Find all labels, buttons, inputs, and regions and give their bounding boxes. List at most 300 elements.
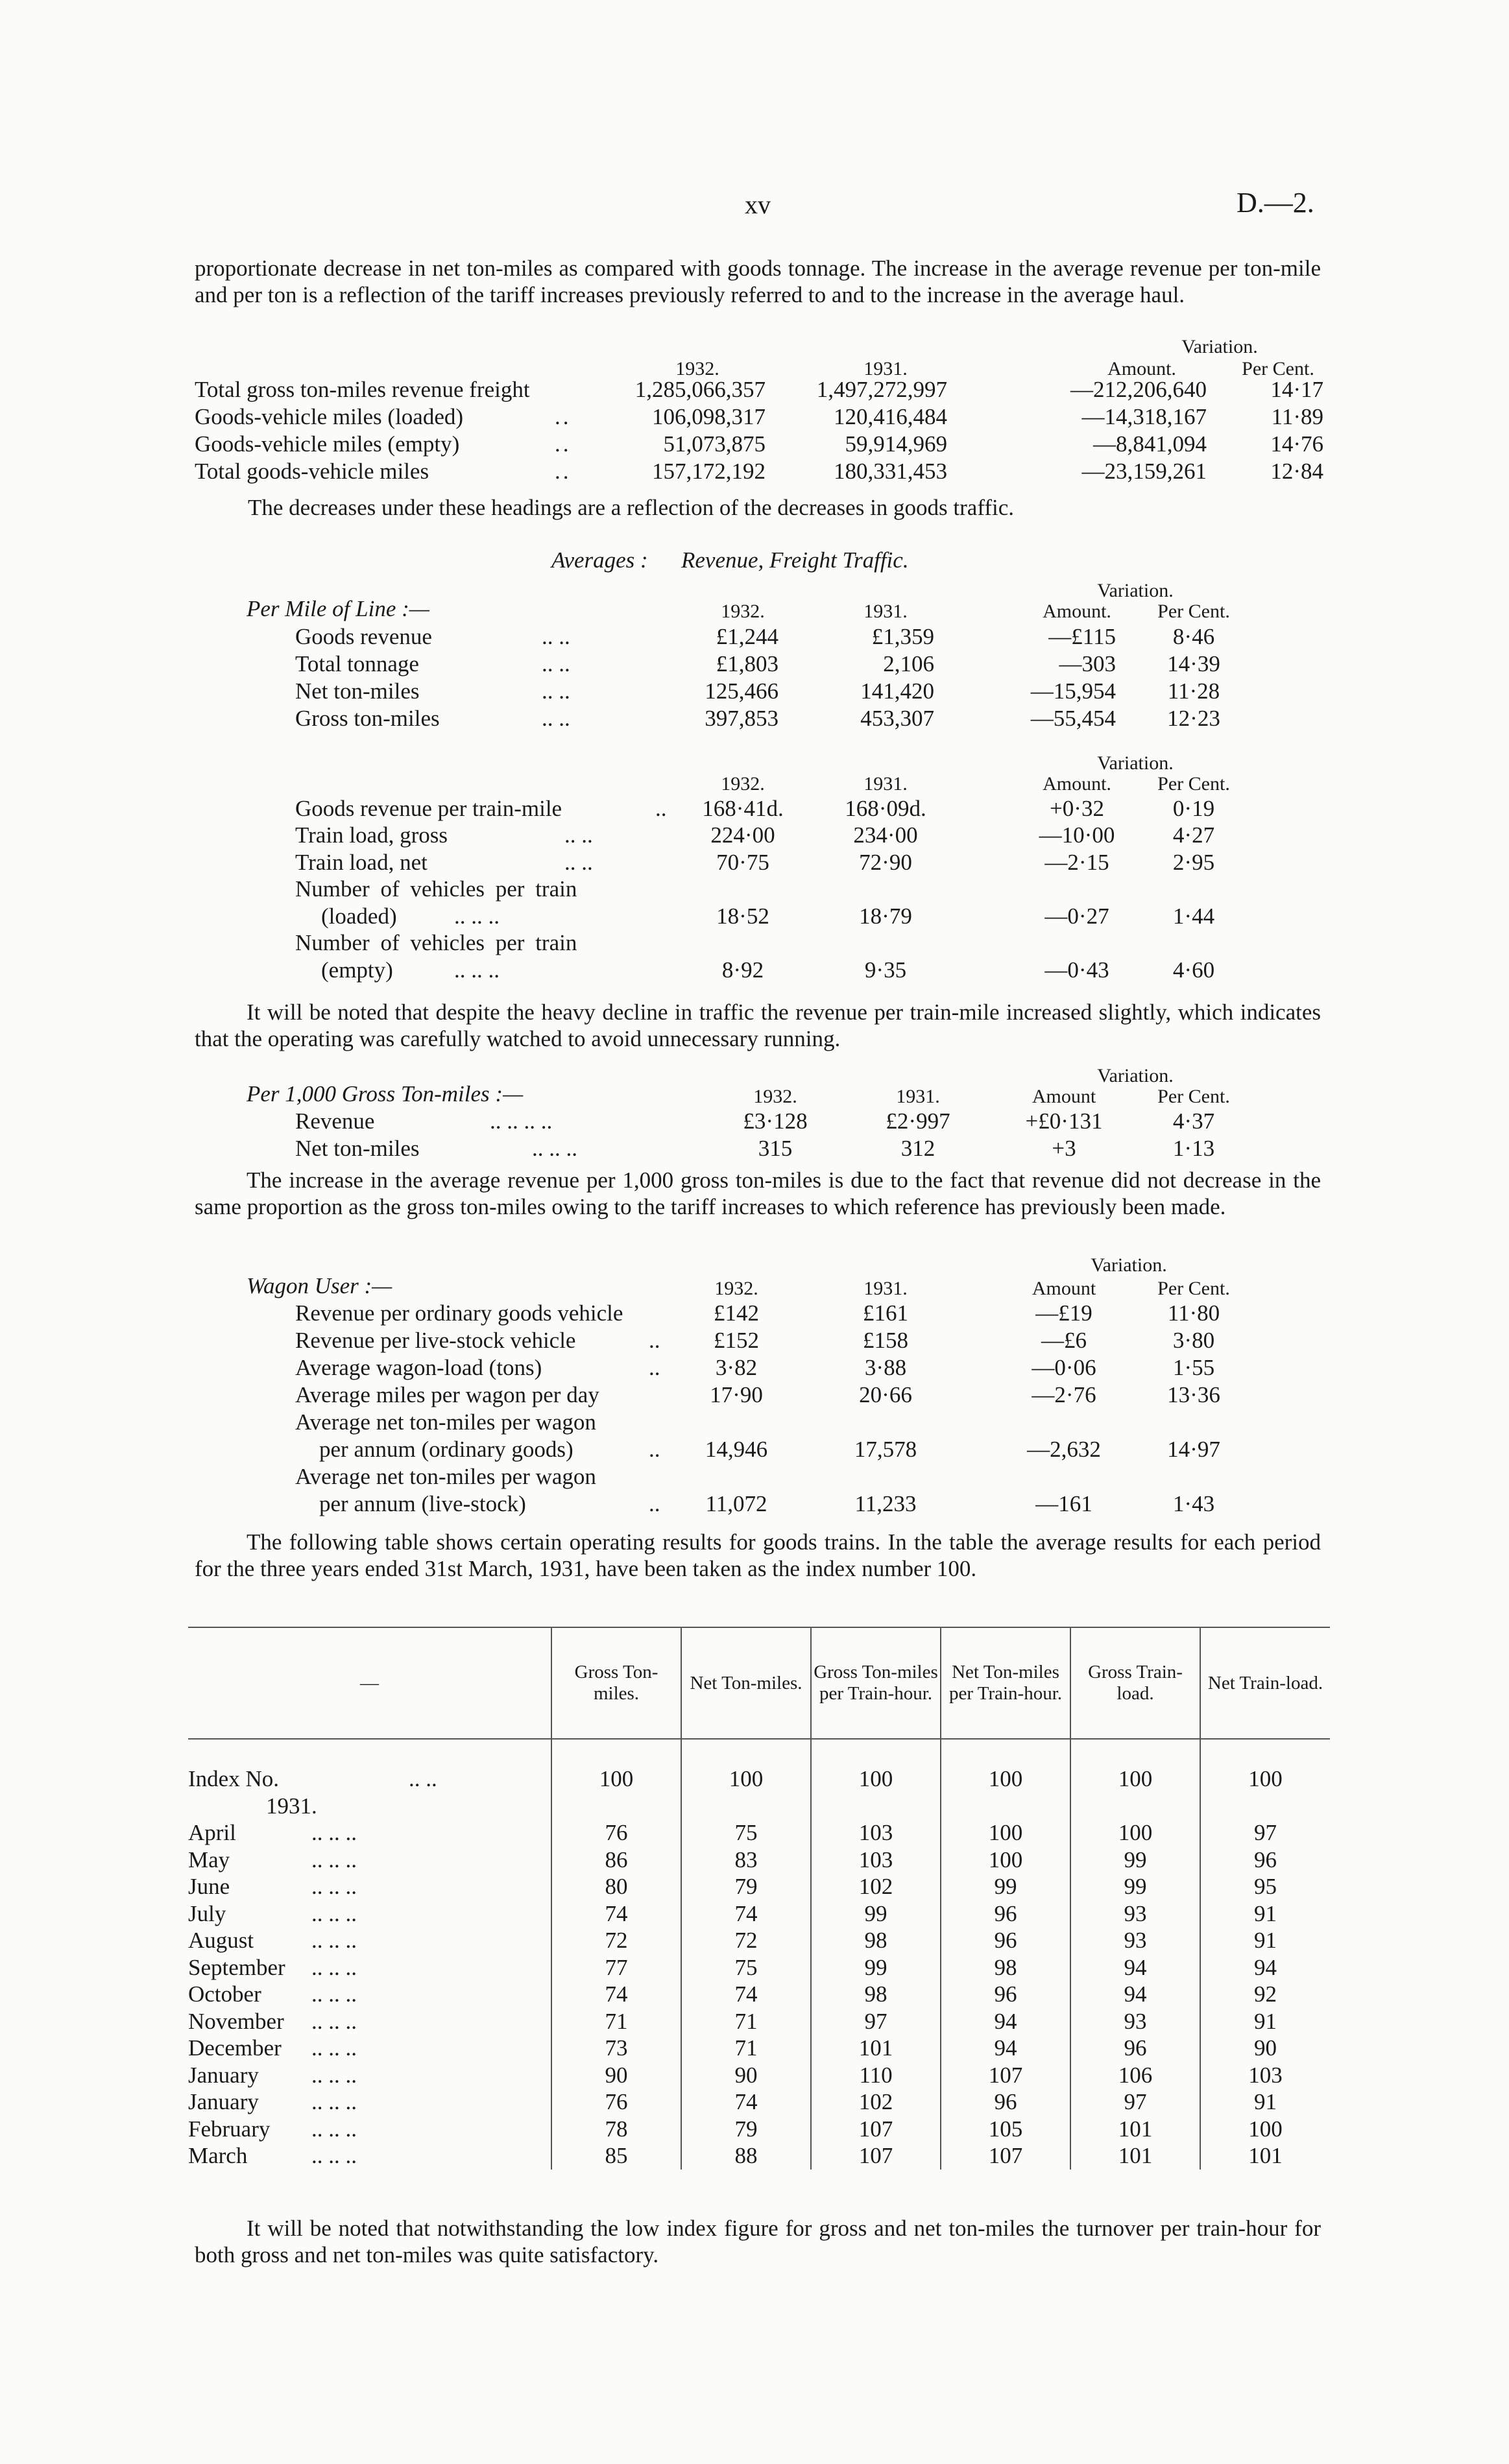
row-label: Average wagon-load (tons) bbox=[295, 1355, 542, 1380]
cell-value: 96 bbox=[941, 2088, 1070, 2116]
variation-percent: 1·13 bbox=[1172, 1136, 1215, 1161]
cell-value: 91 bbox=[1200, 2088, 1330, 2116]
value-1931: 20·66 bbox=[859, 1382, 912, 1407]
month-label: January bbox=[188, 2089, 259, 2115]
value-1932: 51,073,875 bbox=[663, 431, 766, 457]
cell-value: 94 bbox=[941, 2035, 1070, 2062]
leader-dots: .. bbox=[649, 1437, 660, 1462]
table-note: The decreases under these headings are a reflection of the decreases in goods traffic. bbox=[248, 495, 1015, 520]
variation-amount: —£115 bbox=[1048, 624, 1116, 649]
table-row bbox=[188, 2062, 1330, 2089]
row-label: Goods revenue per train-mile bbox=[295, 796, 562, 821]
cell-value: 96 bbox=[941, 1900, 1070, 1928]
cell-value: 107 bbox=[811, 2142, 941, 2170]
cell-value: 74 bbox=[681, 2088, 811, 2116]
variation-amount: —£6 bbox=[1041, 1328, 1087, 1353]
value-1932: 168·41d. bbox=[702, 796, 784, 821]
cell-value: 75 bbox=[681, 1954, 811, 1981]
leader-dots: .. .. .. bbox=[311, 2008, 357, 2034]
cell-value: 99 bbox=[1070, 1847, 1200, 1874]
col-1931: 1931. bbox=[863, 1278, 908, 1299]
month-label: February bbox=[188, 2116, 271, 2142]
variation-amount: —15,954 bbox=[1030, 678, 1116, 704]
cell-value: 107 bbox=[941, 2062, 1070, 2089]
cell-value: 90 bbox=[681, 2062, 811, 2089]
cell-value: 90 bbox=[1200, 2035, 1330, 2062]
row-label: Average net ton-miles per wagon bbox=[295, 1464, 596, 1489]
row-label: Index No. bbox=[188, 1766, 279, 1792]
row-label: Goods revenue bbox=[295, 624, 432, 649]
cell-value: 100 bbox=[941, 1765, 1070, 1793]
cell-value: 79 bbox=[681, 1873, 811, 1900]
section-label: Per Mile of Line :— bbox=[247, 596, 429, 621]
cell-value: 93 bbox=[1070, 1927, 1200, 1954]
cell-value: 91 bbox=[1200, 2008, 1330, 2035]
variation-percent: 1·55 bbox=[1172, 1355, 1215, 1380]
header-stub: — bbox=[188, 1627, 551, 1739]
variation-percent: 1·43 bbox=[1172, 1491, 1215, 1516]
value-1932: 397,853 bbox=[705, 706, 779, 731]
col-1932: 1932. bbox=[753, 1086, 797, 1107]
cell-value: 101 bbox=[1200, 2142, 1330, 2170]
cell-value: 101 bbox=[1070, 2142, 1200, 2170]
table-row bbox=[188, 2088, 1330, 2116]
leader-dots: .. bbox=[655, 796, 667, 821]
paragraph-revenue-increase: The increase in the average revenue per 1,000 gross ton-miles is due to the fact that revenue did not decrease in the same proportion as the gross ton-miles owing to the tariff increases to which reference has previously been made. bbox=[195, 1167, 1321, 1219]
leader-dots: .. .. .. bbox=[311, 1874, 357, 1900]
row-label: Revenue bbox=[295, 1108, 375, 1134]
cell-value: 71 bbox=[551, 2008, 681, 2035]
leader-dots: .. .. bbox=[542, 706, 570, 731]
cell-value: 99 bbox=[1070, 1873, 1200, 1900]
header-gross-ton-miles-per-train-hour: Gross Ton-miles per Train-hour. bbox=[811, 1627, 941, 1739]
table-row bbox=[188, 1873, 1330, 1900]
row-label: Average net ton-miles per wagon bbox=[295, 1409, 596, 1435]
cell-value: 97 bbox=[1200, 1819, 1330, 1847]
leader-dots: .. .. .. bbox=[311, 1981, 357, 2007]
cell-value: 102 bbox=[811, 2088, 941, 2116]
cell-value: 97 bbox=[1070, 2088, 1200, 2116]
row-label: Number of vehicles per train bbox=[295, 876, 577, 902]
leader-dots: .. bbox=[649, 1328, 660, 1353]
row-label: Train load, gross bbox=[295, 822, 448, 848]
variation-percent: 12·23 bbox=[1167, 706, 1220, 731]
cell-value: 107 bbox=[941, 2142, 1070, 2170]
cell-value: 92 bbox=[1200, 1981, 1330, 2008]
col-1931: 1931. bbox=[863, 601, 908, 622]
value-1932: 17·90 bbox=[710, 1382, 763, 1407]
variation-label: Variation. bbox=[1097, 580, 1174, 601]
leader-dots: .. .. .. bbox=[454, 957, 500, 983]
variation-amount: —14,318,167 bbox=[1081, 404, 1207, 429]
index-table-header bbox=[188, 1627, 1330, 1739]
variation-amount: +0·32 bbox=[1050, 796, 1104, 821]
leader-dots: .. .. bbox=[564, 850, 593, 875]
cell-value: 94 bbox=[1200, 1954, 1330, 1981]
cell-value: 86 bbox=[551, 1847, 681, 1874]
value-1932: £1,803 bbox=[716, 651, 779, 676]
header-net-ton-miles: Net Ton-miles. bbox=[681, 1627, 811, 1739]
row-label: Revenue per live-stock vehicle bbox=[295, 1328, 576, 1353]
table-row bbox=[188, 2116, 1330, 2143]
cell-value: 80 bbox=[551, 1873, 681, 1900]
cell-value: 72 bbox=[681, 1927, 811, 1954]
value-1931: 1,497,272,997 bbox=[816, 377, 947, 402]
cell-value: 74 bbox=[681, 1900, 811, 1928]
value-1932: 3·82 bbox=[715, 1355, 758, 1380]
table-row bbox=[188, 2142, 1330, 2170]
value-1932: 106,098,317 bbox=[652, 404, 766, 429]
value-1931: 59,914,969 bbox=[845, 431, 947, 457]
header-net-ton-miles-per-train-hour: Net Ton-miles per Train-hour. bbox=[941, 1627, 1070, 1739]
value-1931: 17,578 bbox=[854, 1437, 917, 1462]
value-1932: £152 bbox=[714, 1328, 759, 1353]
leader-dots: .. .. .. bbox=[311, 2143, 357, 2169]
row-label: Number of vehicles per train bbox=[295, 930, 577, 955]
cell-value: 100 bbox=[1070, 1765, 1200, 1793]
cell-value: 97 bbox=[811, 2008, 941, 2035]
col-amount: Amount. bbox=[1107, 358, 1176, 379]
value-1931: 312 bbox=[900, 1136, 936, 1161]
value-1932: 125,466 bbox=[705, 678, 779, 704]
cell-value: 91 bbox=[1200, 1927, 1330, 1954]
cell-value: 107 bbox=[811, 2116, 941, 2143]
value-1931: 168·09d. bbox=[845, 796, 926, 821]
value-1931: 141,420 bbox=[860, 678, 934, 704]
row-label: Average miles per wagon per day bbox=[295, 1382, 599, 1407]
leader-dots: .. bbox=[649, 1355, 660, 1380]
month-label: January bbox=[188, 2062, 259, 2088]
col-1931: 1931. bbox=[863, 773, 908, 795]
cell-value: 94 bbox=[941, 2008, 1070, 2035]
cell-value: 101 bbox=[811, 2035, 941, 2062]
month-label: April bbox=[188, 1820, 236, 1846]
table-row bbox=[188, 1819, 1330, 1847]
cell-value: 103 bbox=[811, 1847, 941, 1874]
table-row bbox=[188, 2008, 1330, 2035]
value-1931: £158 bbox=[863, 1328, 908, 1353]
value-1931: £161 bbox=[863, 1300, 908, 1326]
header-gross-train-load: Gross Train-load. bbox=[1070, 1627, 1200, 1739]
row-label: Revenue per ordinary goods vehicle bbox=[295, 1300, 623, 1326]
section-label: Per 1,000 Gross Ton-miles :— bbox=[247, 1081, 524, 1106]
cell-value: 98 bbox=[811, 1981, 941, 2008]
value-1931: £2·997 bbox=[886, 1108, 950, 1134]
col-percent: Per Cent. bbox=[1157, 1278, 1230, 1299]
cell-value: 74 bbox=[681, 1981, 811, 2008]
row-label: Train load, net bbox=[295, 850, 428, 875]
variation-amount: —212,206,640 bbox=[1070, 377, 1207, 402]
cell-value: 74 bbox=[551, 1900, 681, 1928]
cell-value: 75 bbox=[681, 1819, 811, 1847]
cell-value: 79 bbox=[681, 2116, 811, 2143]
row-label: Goods-vehicle miles (empty) bbox=[195, 431, 460, 457]
col-amount: Amount. bbox=[1043, 601, 1111, 622]
value-1932: £1,244 bbox=[716, 624, 779, 649]
row-label: Total gross ton-miles revenue freight bbox=[195, 377, 530, 402]
value-1932: 14,946 bbox=[705, 1437, 768, 1462]
cell-value: 99 bbox=[811, 1900, 941, 1928]
cell-value: 95 bbox=[1200, 1873, 1330, 1900]
col-1932: 1932. bbox=[721, 601, 765, 622]
variation-percent: 4·60 bbox=[1172, 957, 1215, 983]
cell-value: 103 bbox=[811, 1819, 941, 1847]
cell-value: 100 bbox=[1070, 1819, 1200, 1847]
cell-value: 110 bbox=[811, 2062, 941, 2089]
leader-dots: .. .. bbox=[542, 651, 570, 676]
leader-dots: .. .. .. bbox=[311, 1847, 357, 1872]
variation-percent: 14·17 bbox=[1270, 377, 1323, 402]
cell-value: 93 bbox=[1070, 2008, 1200, 2035]
variation-label: Variation. bbox=[1181, 336, 1258, 357]
row-label: Goods-vehicle miles (loaded) bbox=[195, 404, 464, 429]
leader-dots: .. .. .. bbox=[311, 2089, 357, 2115]
value-1932: 157,172,192 bbox=[652, 459, 766, 484]
cell-value: 91 bbox=[1200, 1900, 1330, 1928]
cell-value: 73 bbox=[551, 2035, 681, 2062]
month-label: December bbox=[188, 2035, 282, 2061]
value-1931: 180,331,453 bbox=[834, 459, 947, 484]
row-label-continued: per annum (live-stock) bbox=[319, 1491, 526, 1516]
variation-amount: —0·27 bbox=[1044, 903, 1109, 929]
col-percent: Per Cent. bbox=[1157, 1086, 1230, 1107]
col-1932: 1932. bbox=[714, 1278, 758, 1299]
value-1932: 11,072 bbox=[705, 1491, 767, 1516]
row-label-continued: (empty) bbox=[321, 957, 393, 983]
cell-value: 100 bbox=[941, 1847, 1070, 1874]
paragraph-revenue-note: It will be noted that despite the heavy decline in traffic the revenue per train-mile increased slightly, which indicates that the operating was carefully watched to avoid unnecessary running. bbox=[195, 999, 1321, 1051]
cell-value: 96 bbox=[941, 1927, 1070, 1954]
row-label: Net ton-miles bbox=[295, 1136, 420, 1161]
variation-percent: 12·84 bbox=[1270, 459, 1323, 484]
col-amount: Amount bbox=[1032, 1086, 1096, 1107]
cell-value: 78 bbox=[551, 2116, 681, 2143]
variation-amount: —55,454 bbox=[1030, 706, 1116, 731]
variation-percent: 1·44 bbox=[1172, 903, 1215, 929]
variation-percent: 2·95 bbox=[1172, 850, 1215, 875]
col-amount: Amount bbox=[1032, 1278, 1096, 1299]
col-1931: 1931. bbox=[863, 358, 908, 379]
cell-value: 88 bbox=[681, 2142, 811, 2170]
leader-dots: .. .. .. bbox=[311, 1820, 357, 1846]
col-percent: Per Cent. bbox=[1157, 773, 1230, 795]
cell-value: 76 bbox=[551, 2088, 681, 2116]
leader-dots: .. .. bbox=[564, 822, 593, 848]
value-1931: 3·88 bbox=[864, 1355, 907, 1380]
variation-percent: 0·19 bbox=[1172, 796, 1215, 821]
cell-value: 106 bbox=[1070, 2062, 1200, 2089]
variation-percent: 14·39 bbox=[1167, 651, 1220, 676]
cell-value: 100 bbox=[551, 1765, 681, 1793]
value-1931: 120,416,484 bbox=[834, 404, 947, 429]
paragraph-conclusion: It will be noted that notwithstanding the low index figure for gross and net ton-miles the turnover per train-hour for both gross and net ton-miles was quite satisfactory. bbox=[195, 2216, 1321, 2267]
col-1932: 1932. bbox=[721, 773, 765, 795]
variation-label: Variation. bbox=[1091, 1254, 1167, 1276]
paragraph-index-table-intro: The following table shows certain operating results for goods trains. In the table the average results for each period for the three years ended 31st March, 1931, have been taken as the index number 100. bbox=[195, 1529, 1321, 1581]
cell-value: 100 bbox=[811, 1765, 941, 1793]
variation-amount: —161 bbox=[1035, 1491, 1093, 1516]
table-row-index bbox=[188, 1765, 1330, 1793]
averages-prefix: Averages : bbox=[551, 547, 648, 573]
leader-dots: .. bbox=[555, 431, 572, 457]
value-1931: 453,307 bbox=[860, 706, 934, 731]
leader-dots: .. .. .. .. bbox=[490, 1108, 553, 1134]
cell-value: 71 bbox=[681, 2035, 811, 2062]
leader-dots: .. bbox=[649, 1491, 660, 1516]
cell-value: 98 bbox=[811, 1927, 941, 1954]
month-label: May bbox=[188, 1847, 230, 1872]
cell-value: 105 bbox=[941, 2116, 1070, 2143]
variation-percent: 11·28 bbox=[1167, 678, 1220, 704]
index-table bbox=[188, 1627, 1330, 2170]
variation-percent: 11·89 bbox=[1271, 404, 1323, 429]
value-1932: 18·52 bbox=[716, 903, 769, 929]
value-1931: 11,233 bbox=[854, 1491, 917, 1516]
variation-percent: 14·76 bbox=[1270, 431, 1323, 457]
variation-amount: —2,632 bbox=[1027, 1437, 1101, 1462]
cell-value: 99 bbox=[941, 1873, 1070, 1900]
value-1931: 18·79 bbox=[859, 903, 912, 929]
variation-amount: —0·06 bbox=[1032, 1355, 1096, 1380]
document-reference: D.—2. bbox=[1237, 187, 1314, 219]
cell-value: 98 bbox=[941, 1954, 1070, 1981]
page-number: xv bbox=[745, 190, 771, 219]
variation-percent: 4·27 bbox=[1172, 822, 1215, 848]
variation-percent: 8·46 bbox=[1172, 624, 1215, 649]
spacer-row bbox=[188, 1739, 1330, 1765]
variation-amount: —23,159,261 bbox=[1081, 459, 1207, 484]
month-label: October bbox=[188, 1981, 261, 2007]
table-row bbox=[188, 1954, 1330, 1981]
table-row bbox=[188, 2035, 1330, 2062]
variation-amount: —10·00 bbox=[1039, 822, 1115, 848]
leader-dots: .. .. bbox=[542, 624, 570, 649]
cell-value: 96 bbox=[1070, 2035, 1200, 2062]
row-label-continued: per annum (ordinary goods) bbox=[319, 1437, 573, 1462]
leader-dots: .. .. .. bbox=[311, 2062, 357, 2088]
leader-dots: .. .. .. bbox=[311, 2116, 357, 2142]
row-label: Total tonnage bbox=[295, 651, 419, 676]
value-1932: 224·00 bbox=[710, 822, 775, 848]
cell-value: 72 bbox=[551, 1927, 681, 1954]
variation-amount: +3 bbox=[1052, 1136, 1076, 1161]
variation-label: Variation. bbox=[1097, 752, 1174, 774]
cell-value: 94 bbox=[1070, 1981, 1200, 2008]
cell-value: 103 bbox=[1200, 2062, 1330, 2089]
table-row-year bbox=[188, 1793, 1330, 1820]
cell-value: 101 bbox=[1070, 2116, 1200, 2143]
value-1932: £3·128 bbox=[743, 1108, 808, 1134]
month-label: July bbox=[188, 1900, 226, 1926]
averages-title: Revenue, Freight Traffic. bbox=[681, 547, 909, 573]
leader-dots: .. .. bbox=[542, 678, 570, 704]
value-1931: £1,359 bbox=[871, 624, 934, 649]
variation-percent: 4·37 bbox=[1172, 1108, 1215, 1134]
month-label: September bbox=[188, 1954, 285, 1980]
col-1932: 1932. bbox=[675, 358, 719, 379]
intro-paragraph: proportionate decrease in net ton-miles as compared with goods tonnage. The increase in the average revenue per ton-mile and per ton is a reflection of the tariff increases previously referred to and to the increase in the average haul. bbox=[195, 256, 1321, 307]
cell-value: 96 bbox=[1200, 1847, 1330, 1874]
month-label: June bbox=[188, 1874, 230, 1900]
variation-percent: 11·80 bbox=[1167, 1300, 1220, 1326]
leader-dots: .. .. .. bbox=[454, 903, 500, 929]
col-percent: Per Cent. bbox=[1157, 601, 1230, 622]
variation-amount: —2·15 bbox=[1044, 850, 1109, 875]
cell-value: 83 bbox=[681, 1847, 811, 1874]
month-label: November bbox=[188, 2008, 284, 2034]
value-1932: 315 bbox=[758, 1136, 793, 1161]
col-1931: 1931. bbox=[896, 1086, 940, 1107]
variation-amount: —2·76 bbox=[1032, 1382, 1096, 1407]
variation-amount: —£19 bbox=[1035, 1300, 1093, 1326]
value-1932: 1,285,066,357 bbox=[634, 377, 766, 402]
variation-amount: —8,841,094 bbox=[1093, 431, 1207, 457]
leader-dots: .. .. .. bbox=[311, 1900, 357, 1926]
table-row bbox=[188, 1847, 1330, 1874]
row-label: Total goods-vehicle miles bbox=[195, 459, 429, 484]
variation-label: Variation. bbox=[1097, 1065, 1174, 1086]
header-gross-ton-miles: Gross Ton-miles. bbox=[551, 1627, 681, 1739]
leader-dots: .. .. bbox=[409, 1766, 437, 1792]
leader-dots: .. .. .. bbox=[532, 1136, 577, 1161]
leader-dots: .. .. .. bbox=[311, 2035, 357, 2061]
table-row bbox=[188, 1981, 1330, 2008]
row-label: Gross ton-miles bbox=[295, 706, 440, 731]
variation-percent: 14·97 bbox=[1167, 1437, 1220, 1462]
table-row bbox=[188, 1900, 1330, 1928]
leader-dots: .. bbox=[555, 459, 572, 484]
cell-value: 100 bbox=[941, 1819, 1070, 1847]
header-net-train-load: Net Train-load. bbox=[1200, 1627, 1330, 1739]
cell-value: 99 bbox=[811, 1954, 941, 1981]
cell-value: 100 bbox=[681, 1765, 811, 1793]
variation-amount: —303 bbox=[1059, 651, 1116, 676]
value-1931: 2,106 bbox=[883, 651, 934, 676]
month-label: August bbox=[188, 1928, 254, 1954]
leader-dots: .. .. .. bbox=[311, 1928, 357, 1954]
cell-value: 100 bbox=[1200, 1765, 1330, 1793]
value-1931: 234·00 bbox=[853, 822, 918, 848]
value-1931: 9·35 bbox=[864, 957, 907, 983]
table-row bbox=[188, 1927, 1330, 1954]
row-label: Net ton-miles bbox=[295, 678, 420, 704]
cell-value: 90 bbox=[551, 2062, 681, 2089]
leader-dots: .. .. .. bbox=[311, 1954, 357, 1980]
value-1932: £142 bbox=[714, 1300, 759, 1326]
cell-value: 94 bbox=[1070, 1954, 1200, 1981]
cell-value: 100 bbox=[1200, 2116, 1330, 2143]
cell-value: 71 bbox=[681, 2008, 811, 2035]
value-1932: 70·75 bbox=[716, 850, 769, 875]
col-amount: Amount. bbox=[1043, 773, 1111, 795]
variation-amount: +£0·131 bbox=[1025, 1108, 1103, 1134]
value-1932: 8·92 bbox=[721, 957, 764, 983]
cell-value: 96 bbox=[941, 1981, 1070, 2008]
row-label-continued: (loaded) bbox=[321, 903, 397, 929]
cell-value: 76 bbox=[551, 1819, 681, 1847]
variation-percent: 3·80 bbox=[1172, 1328, 1215, 1353]
cell-value: 102 bbox=[811, 1873, 941, 1900]
value-1931: 72·90 bbox=[859, 850, 912, 875]
cell-value: 77 bbox=[551, 1954, 681, 1981]
section-label: Wagon User :— bbox=[247, 1273, 392, 1298]
leader-dots: .. bbox=[555, 404, 572, 429]
cell-value: 93 bbox=[1070, 1900, 1200, 1928]
variation-amount: —0·43 bbox=[1044, 957, 1109, 983]
cell-value: 74 bbox=[551, 1981, 681, 2008]
cell-value: 85 bbox=[551, 2142, 681, 2170]
col-percent: Per Cent. bbox=[1242, 358, 1314, 379]
